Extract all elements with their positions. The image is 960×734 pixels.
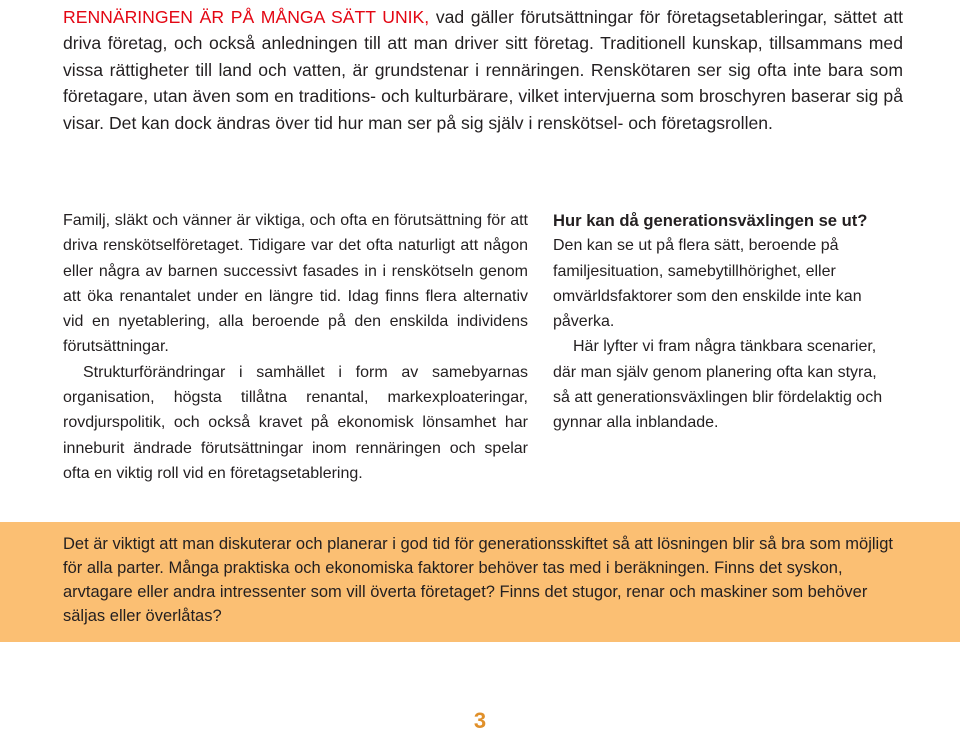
right-paragraph-1: Den kan se ut på flera sätt, beroende på familjesituation, samebytillhörighet, eller omvärldsfaktorer som den enskilde inte kan påverka. <box>553 237 862 331</box>
section-heading: Hur kan då generationsväxlingen se ut? <box>553 211 868 230</box>
intro-paragraph <box>63 4 903 136</box>
right-paragraph-2: Här lyfter vi fram några tänkbara scenarier, där man själv genom planering ofta kan styra, så att generationsväxlingen blir fördelaktig och gynnar alla inblandade. <box>553 338 883 432</box>
page-number: 3 <box>473 708 487 733</box>
highlight-box <box>0 522 960 642</box>
left-paragraph-1: Familj, släkt och vänner är viktiga, och ofta en förutsättning för att driva renskötselföretaget. Tidigare var det ofta naturligt att någon eller några av barnen successivt fasades in i renskötseln genom att öka renantalet under en längre tid. Idag finns flera alternativ vid en nyetablering, alla beroende på den enskilda individens förutsättningar. <box>63 212 528 356</box>
left-paragraph-2: Strukturförändringar i samhället i form av samebyarnas organisation, högsta tillåtna renantal, markexploateringar, rovdjurspolitik, och också kravet på ekonomisk lönsamhet har inneburit ändrade förutsättningar inom rennäringen och spelar ofta en viktig roll vid en företagsetablering. <box>63 363 528 482</box>
left-column <box>63 208 528 486</box>
highlight-text: Det är viktigt att man diskuterar och planerar i god tid för generationsskiftet så att lösningen blir så bra som möjligt för alla parter. Många praktiska och ekonomiska faktorer behöver tas med i beräkningen. Finns det syskon, arvtagare eller andra intressenter som vill överta företaget? Finns det stugor, renar och maskiner som behöver säljas eller överlåtas? <box>63 535 893 625</box>
intro-body: vad gäller förutsättningar för företagsetableringar, sättet att driva företag, och också anledningen till att man driver sitt företag. Traditionell kunskap, tillsammans med vissa rättigheter till land och vatten, är grundstenar i rennäringen. Renskötaren ser sig ofta inte bara som företagare, utan även som en traditions- och kulturbärare, vilket intervjuerna som broschyren baserar sig på visar. Det kan dock ändras över tid hur man ser på sig själv i renskötsel- och företagsrollen. <box>63 7 903 133</box>
intro-lead: RENNÄRINGEN ÄR PÅ MÅNGA SÄTT UNIK, <box>63 7 430 27</box>
right-column <box>553 208 898 436</box>
